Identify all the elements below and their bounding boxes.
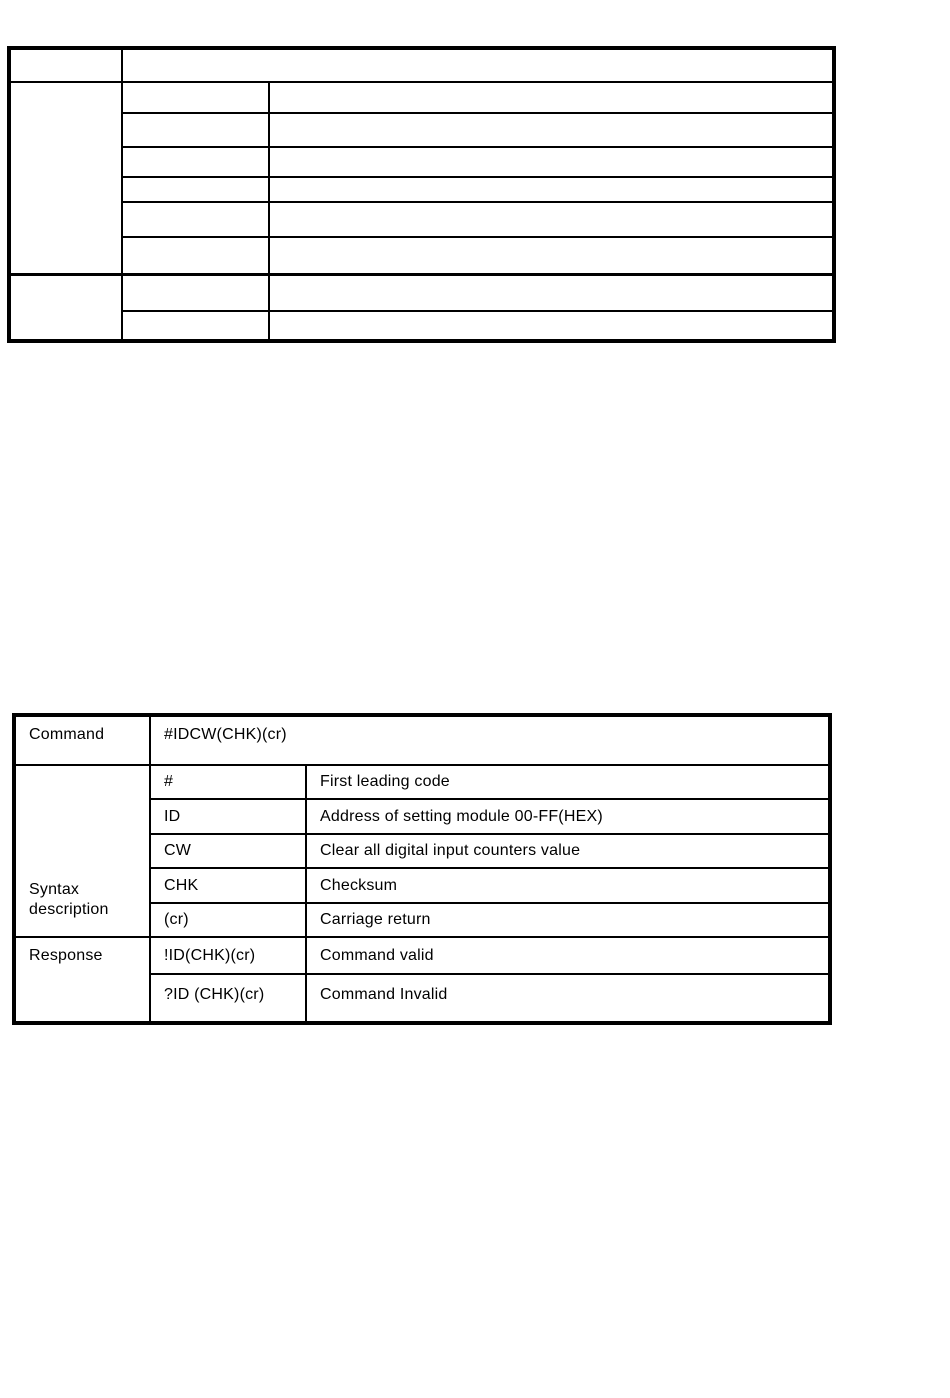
response-code: ?ID (CHK)(cr) xyxy=(150,974,306,1023)
empty-table-row-line xyxy=(122,112,836,114)
command-table xyxy=(12,713,832,1025)
empty-table-row-line xyxy=(7,81,836,83)
empty-table-row-line xyxy=(122,146,836,148)
syntax-description: Checksum xyxy=(306,868,830,903)
response-label: Response xyxy=(14,937,150,1023)
syntax-code: # xyxy=(150,765,306,799)
empty-table-row-line xyxy=(122,310,836,312)
syntax-description: Address of setting module 00-FF(HEX) xyxy=(306,799,830,834)
empty-table-row-line xyxy=(122,176,836,178)
response-description: Command valid xyxy=(306,937,830,974)
empty-table-grid xyxy=(7,46,836,345)
syntax-code: CW xyxy=(150,834,306,868)
empty-table-row-line xyxy=(122,236,836,238)
empty-table-row-line xyxy=(122,201,836,203)
command-label: Command xyxy=(14,715,150,765)
syntax-code: (cr) xyxy=(150,903,306,937)
syntax-code: CHK xyxy=(150,868,306,903)
syntax-code: ID xyxy=(150,799,306,834)
syntax-description: Carriage return xyxy=(306,903,830,937)
syntax-description-label: Syntax description xyxy=(14,765,150,937)
empty-table-col-line xyxy=(268,81,270,343)
empty-table-frame xyxy=(7,46,836,343)
response-description: Command Invalid xyxy=(306,974,830,1023)
empty-table-row-line xyxy=(7,273,836,276)
syntax-description: Clear all digital input counters value xyxy=(306,834,830,868)
response-code: !ID(CHK)(cr) xyxy=(150,937,306,974)
syntax-description: First leading code xyxy=(306,765,830,799)
command-value: #IDCW(CHK)(cr) xyxy=(150,715,830,765)
empty-table-col-line xyxy=(121,46,123,343)
